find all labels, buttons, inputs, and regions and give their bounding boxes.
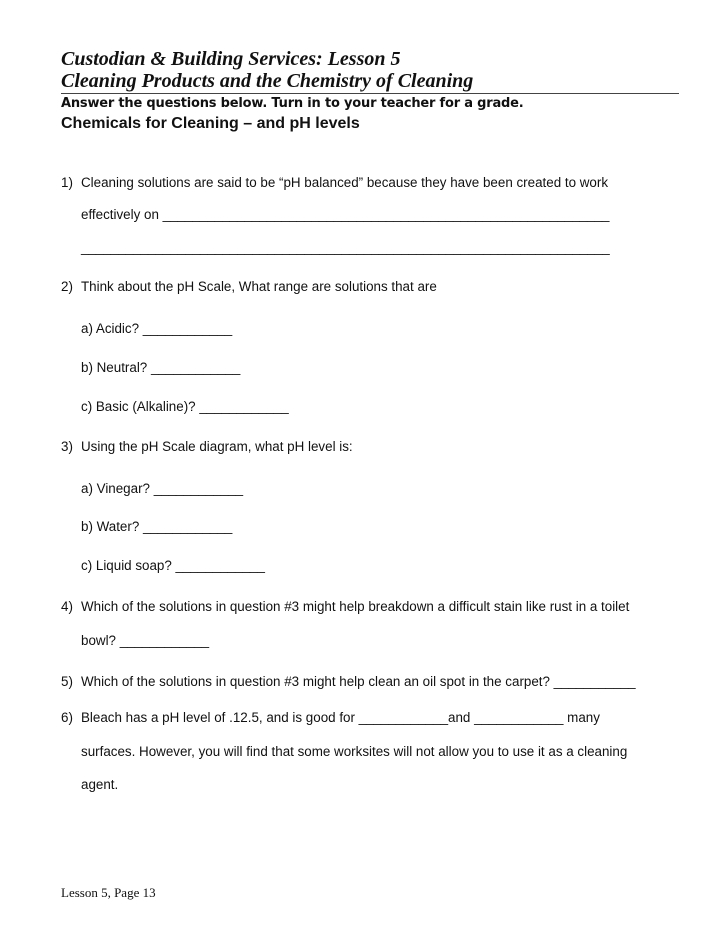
question-text: Think about the pH Scale, What range are solutions that are [81,279,437,294]
answer-line[interactable]: effectively on ____________________________________________________________ [81,207,610,222]
instructions: Answer the questions below. Turn in to your teacher for a grade. [61,96,524,111]
question-text: Using the pH Scale diagram, what pH level is: [81,439,353,454]
question-number: 4) [61,599,73,614]
question-number: 3) [61,439,73,454]
question-number: 1) [61,175,73,190]
answer-line[interactable]: bowl? ____________ [81,633,210,648]
question-text[interactable]: Bleach has a pH level of .12.5, and is good for ____________and ____________ many [81,710,600,725]
answer-line[interactable]: _______________________________________________________________________ [81,240,610,255]
section-heading: Chemicals for Cleaning – and pH levels [61,115,360,132]
lesson-title: Custodian & Building Services: Lesson 5 [61,48,401,70]
question-number: 6) [61,710,73,725]
header-divider [61,93,679,94]
question-text: surfaces. However, you will find that some worksites will not allow you to use it as a cleaning [81,744,628,759]
answer-item-water[interactable]: b) Water? ____________ [81,519,233,534]
answer-item-neutral[interactable]: b) Neutral? ____________ [81,360,241,375]
question-number: 2) [61,279,73,294]
answer-item-basic[interactable]: c) Basic (Alkaline)? ____________ [81,399,289,414]
question-text[interactable]: Which of the solutions in question #3 might help clean an oil spot in the carpet? ___________ [81,674,636,689]
page-footer: Lesson 5, Page 13 [61,885,156,900]
lesson-subtitle: Cleaning Products and the Chemistry of Cleaning [61,70,474,92]
question-number: 5) [61,674,73,689]
question-text: Cleaning solutions are said to be “pH balanced” because they have been created to work [81,175,609,190]
answer-item-vinegar[interactable]: a) Vinegar? ____________ [81,481,244,496]
question-text: agent. [81,777,119,792]
question-text: Which of the solutions in question #3 might help breakdown a difficult stain like rust in a toilet [81,599,630,614]
answer-item-acidic[interactable]: a) Acidic? ____________ [81,321,233,336]
answer-item-liquid-soap[interactable]: c) Liquid soap? ____________ [81,558,265,573]
